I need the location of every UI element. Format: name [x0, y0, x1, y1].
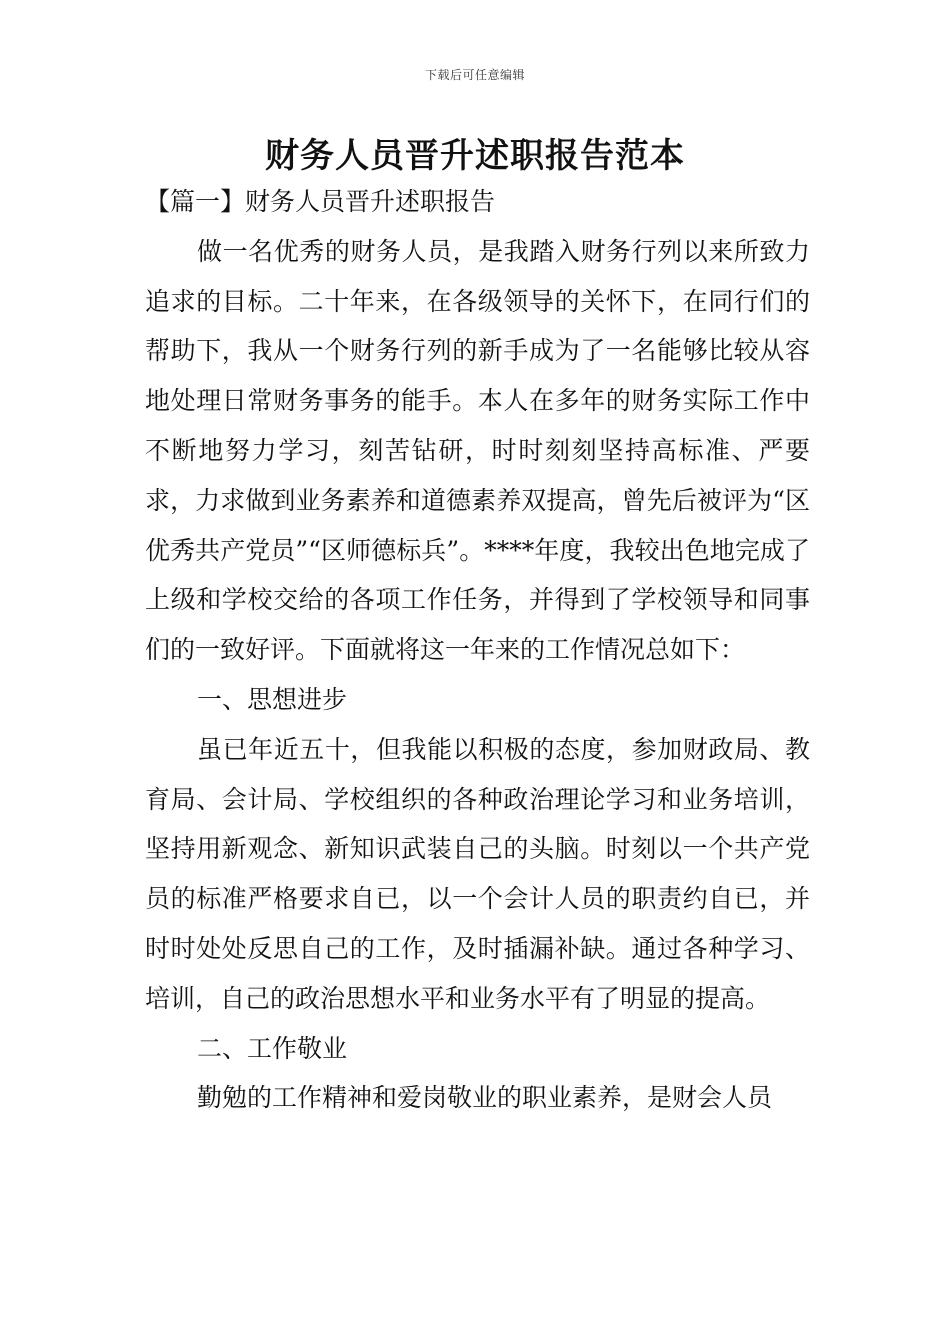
- section-heading-thought: 一、思想进步: [197, 684, 348, 714]
- section-heading-work: 二、工作敬业: [197, 1033, 348, 1063]
- body-paragraph-work: 勤勉的工作精神和爱岗敬业的职业素养，是财会人员: [197, 1083, 773, 1113]
- section-subtitle: 【篇一】财务人员晋升述职报告: [145, 187, 496, 216]
- document-title: 财务人员晋升述职报告范本: [265, 136, 685, 176]
- header-note: 下载后可任意编辑: [424, 68, 525, 82]
- document-body: [145, 177, 810, 1123]
- body-paragraph-intro: 做一名优秀的财务人员，是我踏入财务行列以来所致力追求的目标。二十年来，在各级领导的关怀下，在同行们的帮助下，我从一个财务行列的新手成为了一名能够比较从容地处理日常财务事务的能手。本人在多年的财务实际工作中不断地努力学习，刻苦钻研，时时刻刻坚持高标准、严要求，力求做到业务素养和道德素养双提高，曾先后被评为“区优秀共产党员”“区师德标兵”。****年度，我较出色地完成了上级和学校交给的各项工作任务，并得到了学校领导和同事们的一致好评。下面就将这一年来的工作情况总如下：: [145, 236, 810, 665]
- body-paragraph-thought: 虽已年近五十，但我能以积极的态度，参加财政局、教育局、会计局、学校组织的各种政治理论学习和业务培训，坚持用新观念、新知识武装自己的头脑。时刻以一个共产党员的标准严格要求自已，以一个会计人员的职责约自已，并时时处处反思自己的工作，及时插漏补缺。通过各种学习、培训，自己的政治思想水平和业务水平有了明显的提高。: [145, 734, 810, 1013]
